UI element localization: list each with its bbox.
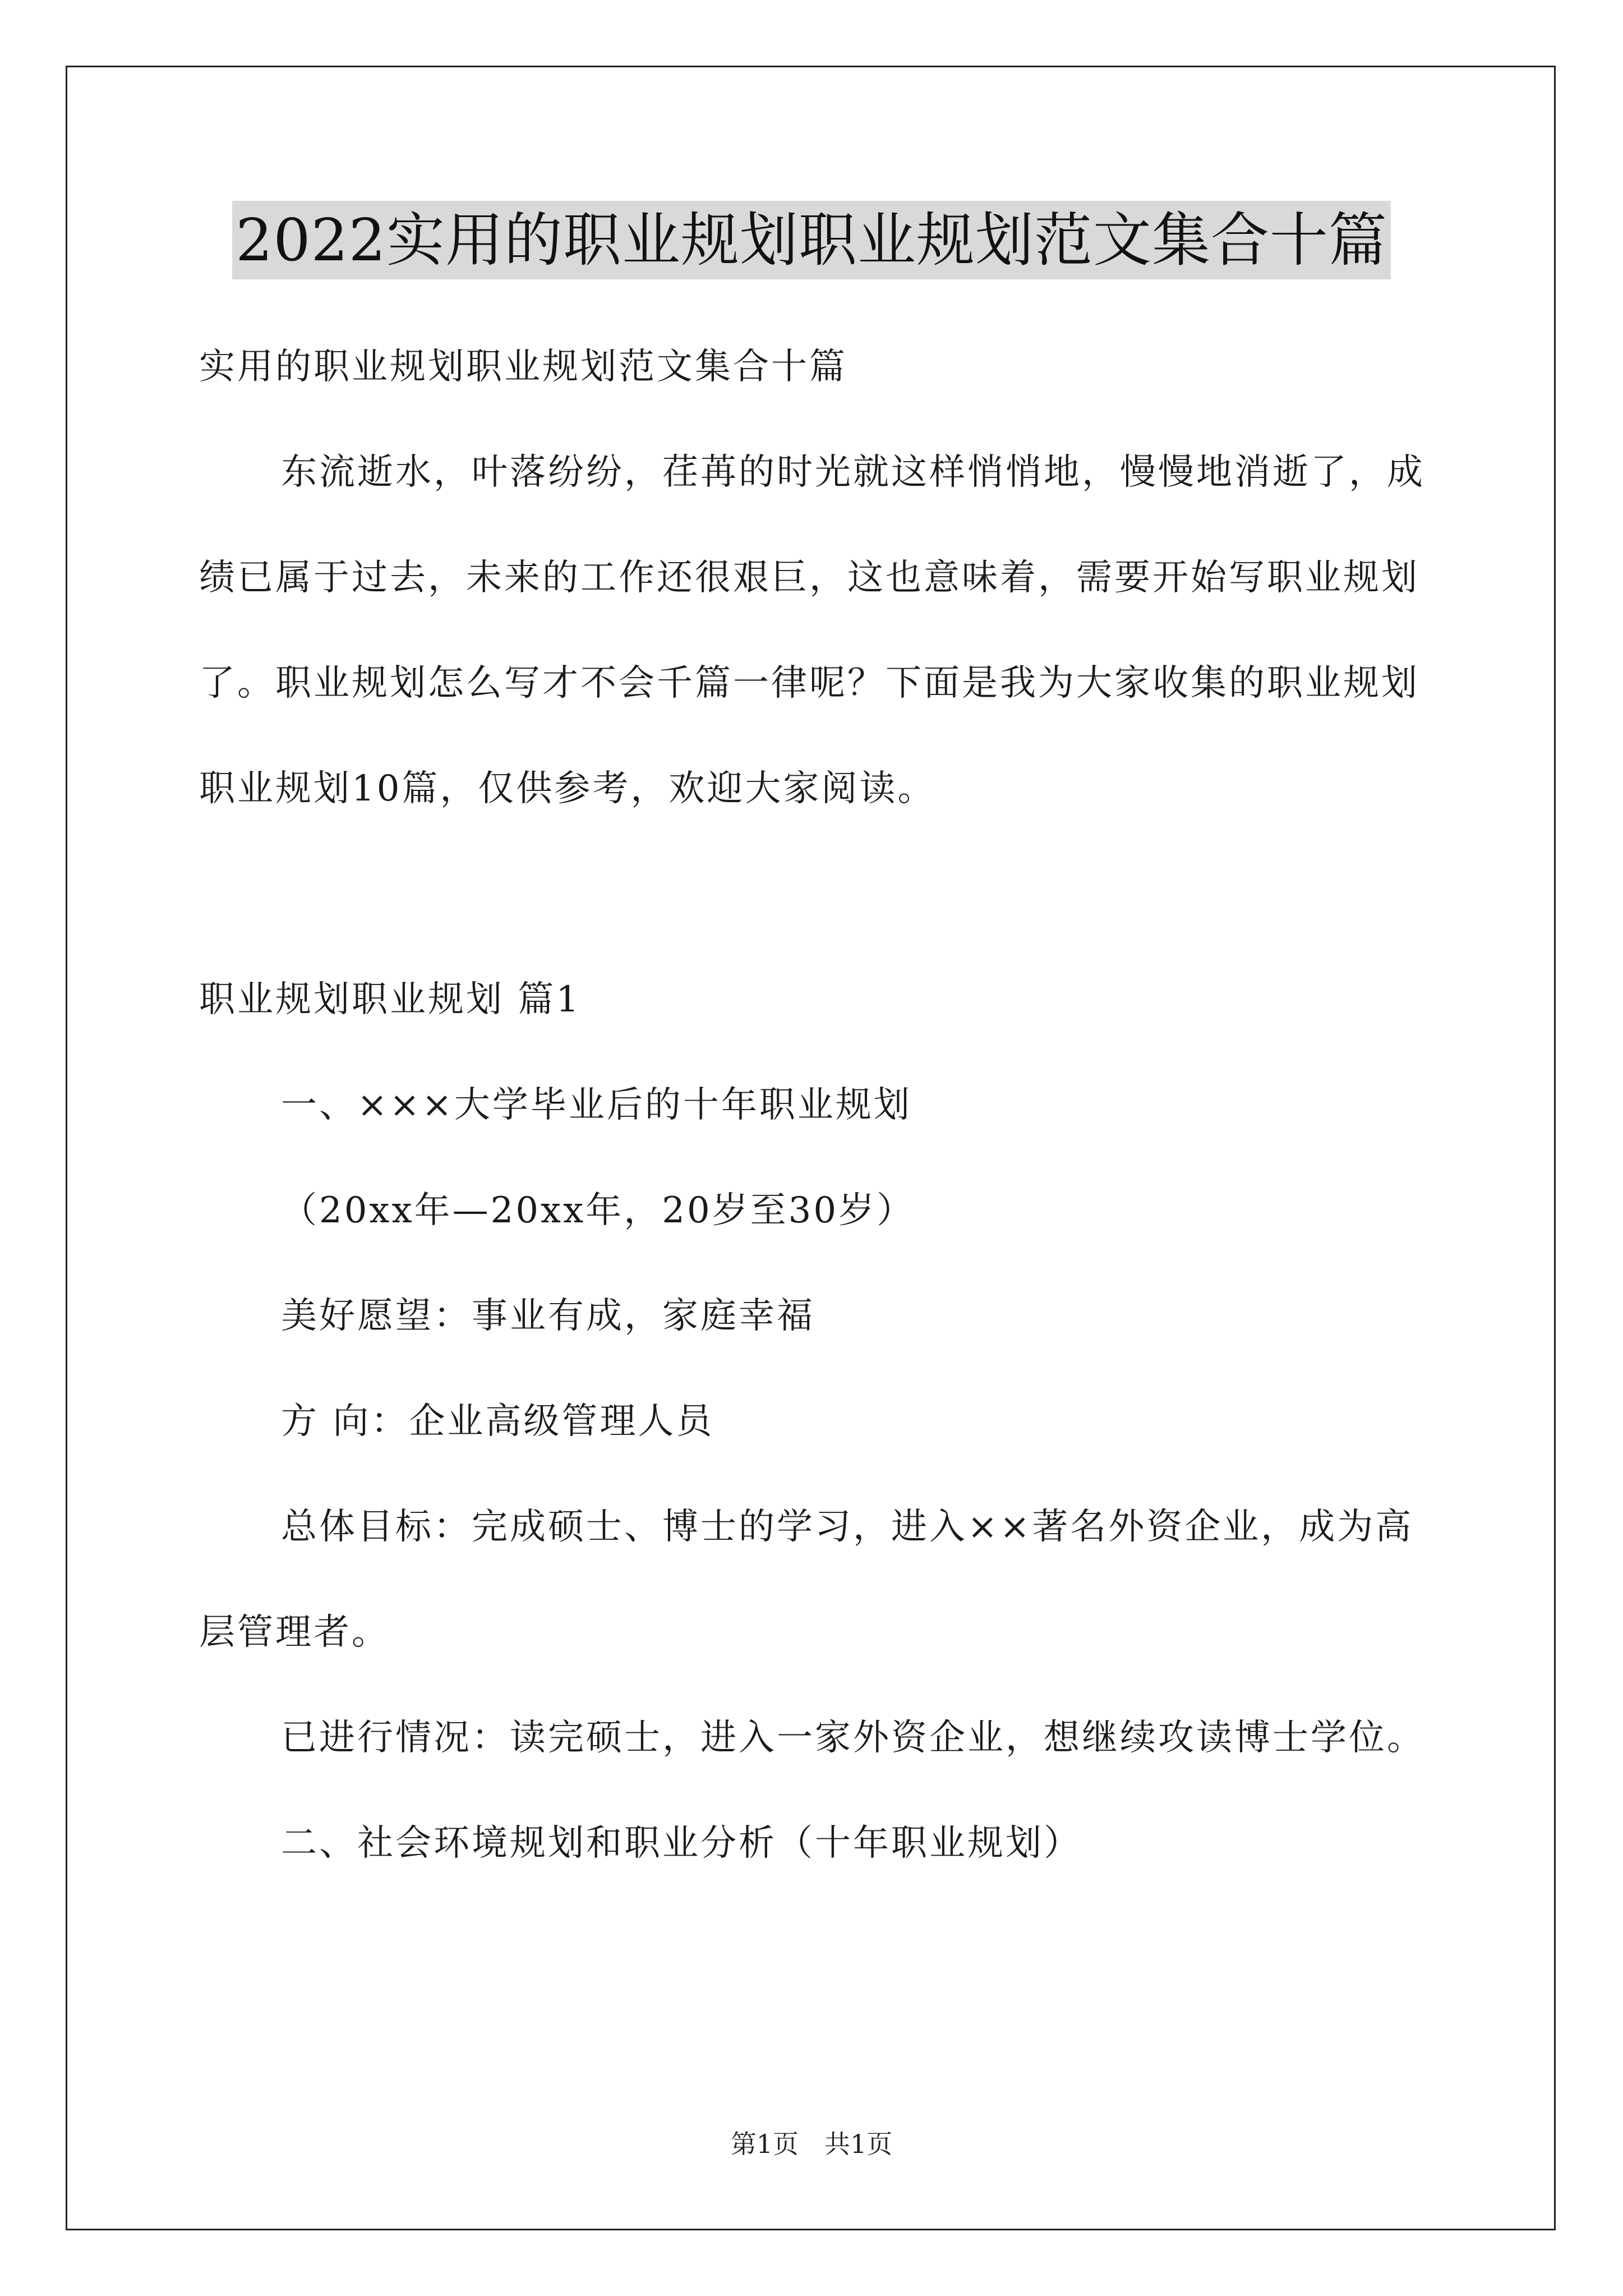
paragraph-gap [199,841,1430,947]
paragraph-7: 方 向：企业高级管理人员 [281,1401,714,1442]
document-title: 2022实用的职业规划职业规划范文集合十篇 [232,201,1391,279]
paragraph-9: 已进行情况：读完硕士，进入一家外资企业，想继续攻读博士学位。 [281,1717,1425,1759]
section-heading: 职业规划职业规划 篇1 [199,979,582,1020]
paragraph-5: （20xx年—20xx年，20岁至30岁） [281,1190,915,1231]
paragraph-10: 二、社会环境规划和职业分析（十年职业规划） [281,1823,1082,1864]
paragraph-4: 一、×××大学毕业后的十年职业规划 [281,1084,912,1126]
document-body [199,314,1430,1896]
paragraph-0: 实用的职业规划职业规划范文集合十篇 [199,346,847,388]
paragraph-1: 东流逝水，叶落纷纷，荏苒的时光就这样悄悄地，慢慢地消逝了，成绩已属于过去，未来的工作还很艰巨，这也意味着，需要开始写职业规划了。职业规划怎么写才不会千篇一律呢？下面是我为大家收集的职业规划职业规划10篇，仅供参考，欢迎大家阅读。 [199,452,1425,809]
paragraph-8: 总体目标：完成硕士、博士的学习，进入××著名外资企业，成为高层管理者。 [199,1506,1414,1653]
page-footer: 第1页 共1页 [730,2129,893,2159]
title-container [0,201,1623,279]
paragraph-6: 美好愿望：事业有成，家庭幸福 [281,1295,815,1337]
